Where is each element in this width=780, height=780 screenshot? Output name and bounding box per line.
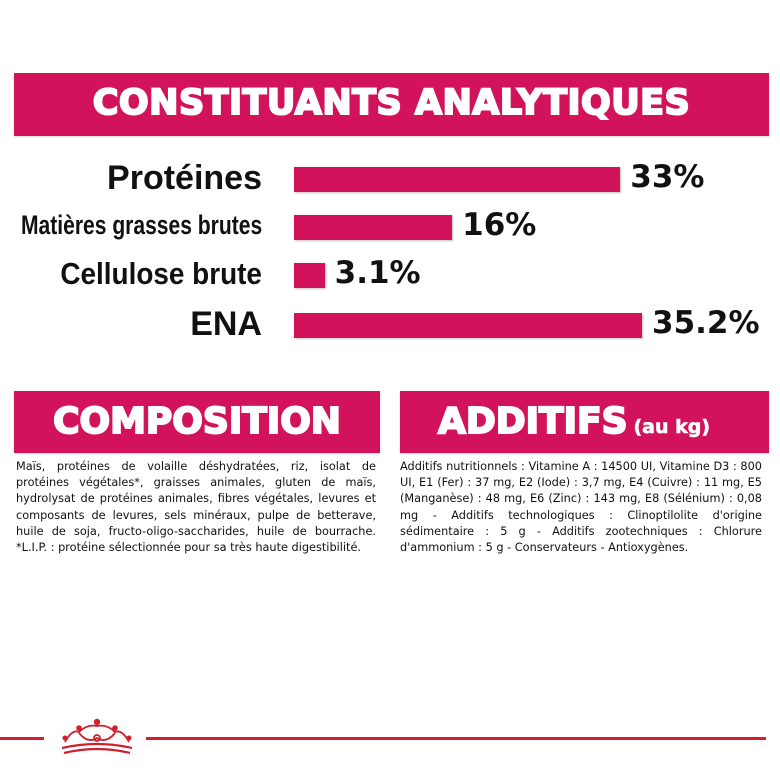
bar-value-label: 3.1% bbox=[334, 255, 421, 291]
analytics-banner bbox=[14, 73, 769, 136]
bar-value-label: 16% bbox=[462, 207, 537, 243]
royal-canin-crown-logo-icon bbox=[52, 712, 142, 762]
bar-label: Matières grasses brutes bbox=[20, 210, 262, 240]
bar bbox=[294, 167, 620, 192]
bar-label: ENA bbox=[190, 304, 262, 343]
bar-label: Protéines bbox=[107, 158, 262, 197]
bar bbox=[294, 215, 452, 240]
additifs-banner bbox=[400, 391, 769, 453]
footer-line-left bbox=[0, 737, 44, 740]
additifs-title-wrap bbox=[438, 401, 769, 442]
bar bbox=[294, 263, 325, 288]
bar bbox=[294, 313, 642, 338]
composition-title: COMPOSITION bbox=[53, 401, 341, 442]
bar-value-label: 35.2% bbox=[652, 305, 760, 341]
composition-banner bbox=[14, 391, 380, 453]
footer-line-right bbox=[146, 737, 766, 740]
additifs-title: ADDITIFS bbox=[438, 401, 628, 442]
additifs-subtitle: (au kg) bbox=[633, 416, 711, 438]
analytics-title: CONSTITUANTS ANALYTIQUES bbox=[92, 83, 691, 123]
bar-value-label: 33% bbox=[630, 159, 705, 195]
additifs-text: Additifs nutritionnels : Vitamine A : 14500 UI, Vitamine D3 : 800 UI, E1 (Fer) : 37 mg, E2 (Iode) : 3,7 mg, E4 (Cuivre) : 11 mg, E5 (Manganèse) : 48 mg, E6 (Zinc) : 143 mg, E8 (Sélénium) : 0,08 mg - Additifs technologiques : Clinoptilolite d'origine sédimentaire : 5 g - Additifs zootechniques : Chlorure d'ammonium : 5 g - Conservateurs - Antioxygènes. bbox=[400, 460, 762, 555]
bar-label: Cellulose brute bbox=[60, 256, 262, 291]
composition-text: Maïs, protéines de volaille déshydratées, riz, isolat de protéines végétales*, graisses animales, gluten de maïs, hydrolysat de protéines animales, fibres végétales, levures et composants de levures, sels minéraux, pulpe de betterave, huile de soja, fructo-oligo-saccharides, huile de bourrache. *L.I.P. : protéine sélectionnée pour sa très haute digestibilité. bbox=[16, 460, 376, 555]
